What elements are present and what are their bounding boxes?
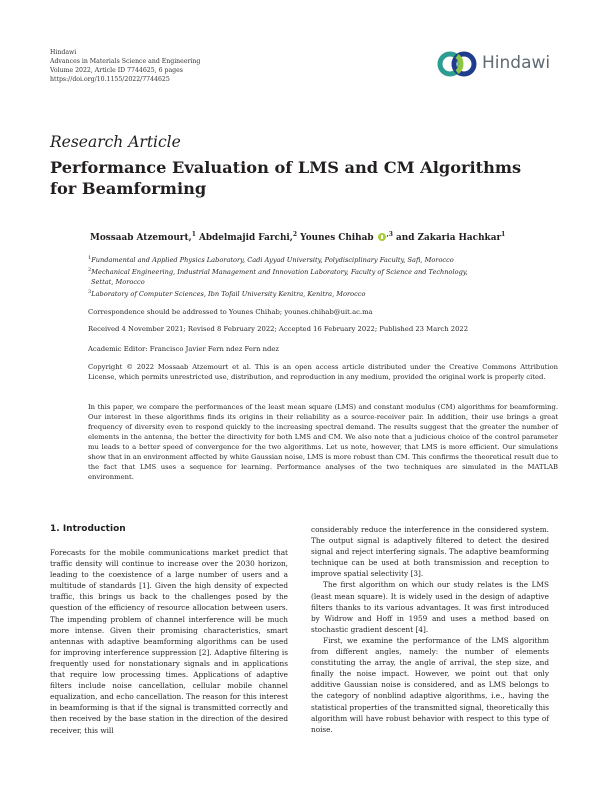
left-column	[50, 547, 288, 736]
author-name: Mossaab Atzemourt,	[90, 232, 192, 243]
volume-info: Volume 2022, Article ID 7744625, 6 pages	[50, 67, 183, 74]
affiliation-3	[88, 287, 558, 299]
affiliations	[88, 253, 558, 300]
affiliation-2-cont: Settat, Morocco	[91, 278, 145, 287]
paragraph: The first algorithm on which our study relates is the LMS (least mean square). It is widely used in the design of adaptive filters thanks to its various advantages. It was first introduced by Widrow and Hoff in 1959 and uses a method based on stochastic gradient descent [4].	[311, 580, 549, 634]
hindawi-logo[interactable]	[436, 46, 556, 82]
author-affil-marker: 1	[501, 231, 506, 238]
journal-name: Advances in Materials Science and Engineering	[50, 58, 201, 65]
article-type: Research Article	[50, 133, 181, 151]
publication-dates: Received 4 November 2021; Revised 8 February 2022; Accepted 16 February 2022; Published 23 March 2022	[88, 325, 469, 333]
paragraph: Forecasts for the mobile communications market predict that traffic density will continue to increase over the 2030 horizon, leading to the coexistence of a large number of users and a multitude of standards [1]. Given the high density of expected traffic, this brings us back to the challenges posed by the question of the efficiency of resource allocation between users. The impending problem of channel interference will be much more intense. Given their promising characteristics, smart antennas with adaptive beamforming algorithms can be used for improving interference suppression [2]. Adaptive filtering is frequently used for nonstationary signals and in applications that require low processing times. Applications of adaptive filters include noise cancellation, cellular mobile channel equalization, and echo cancellation. The reason for this interest in beamforming is that if the signal is transmitted correctly and then received by the base station in the direction of the desired receiver, this will	[50, 548, 288, 735]
paragraph: First, we examine the performance of the LMS algorithm from different angles, namely: the number of elements constituting the array, the angle of arrival, the step size, and finally the noise impact. However, we point out that only additive Gaussian noise is considered, and as LMS belongs to the category of nonblind adaptive algorithms, i.e., having the statistical properties of the transmitted signal, theoretically this algorithm will have robust behavior with respect to this type of noise.	[311, 635, 549, 734]
author-name: Younes Chihab	[300, 232, 374, 243]
author-affil-marker: 1	[191, 231, 196, 238]
affiliation-2	[88, 265, 558, 277]
doi-link[interactable]: https://doi.org/10.1155/2022/7744625	[50, 76, 170, 83]
affil-text: Laboratory of Computer Sciences, Ibn Tofail University Kenitra, Kenitra, Morocco	[91, 290, 366, 299]
author-affil-marker: 2	[292, 231, 298, 238]
academic-editor: Academic Editor: Francisco Javier Fern ndez Fern ndez	[88, 345, 280, 353]
correspondence: Correspondence should be addressed to Younes Chihab; younes.chihab@uit.ac.ma	[88, 308, 373, 316]
affil-text: Fundamental and Applied Physics Laboratory, Cadi Ayyad University, Polydisciplinary Faculty, Safi, Morocco	[91, 256, 454, 265]
affil-marker: 2	[88, 267, 92, 274]
affil-marker: 1	[88, 255, 92, 261]
journal-header	[50, 48, 200, 84]
right-column	[311, 524, 549, 735]
affil-marker: 3	[88, 289, 92, 296]
hindawi-logo-icon	[436, 46, 478, 82]
publisher-name: Hindawi	[50, 49, 77, 56]
affil-text: Mechanical Engineering, Industrial Management and Innovation Laboratory, Faculty of Science and Technology,	[91, 268, 468, 277]
author-name: Abdelmajid Farchi,	[198, 232, 293, 243]
logo-text: Hindawi	[482, 53, 551, 73]
author-affil-marker: ,3	[386, 231, 393, 238]
section-heading-introduction: 1. Introduction	[50, 524, 126, 534]
affiliation-1	[88, 253, 558, 265]
paragraph: considerably reduce the interference in the considered system. The output signal is adaptively filtered to detect the desired signal and reject interfering signals. The adaptive beamforming technique can be used at both transmission and reception to improve spatial selectivity [3].	[311, 525, 549, 579]
orcid-icon[interactable]	[378, 233, 386, 241]
author-list	[90, 229, 570, 244]
copyright-notice: Copyright © 2022 Mossaab Atzemourt et al. This is an open access article distributed under the Creative Commons Attribution License, which permits unrestricted use, distribution, and reproduction in any medium, provided the original work is properly cited.	[88, 363, 558, 381]
author-name: and Zakaria Hachkar	[396, 232, 502, 243]
paper-title: Performance Evaluation of LMS and CM Algorithms for Beamforming	[50, 158, 522, 198]
abstract: In this paper, we compare the performances of the least mean square (LMS) and constant modulus (CM) algorithms for beamforming. Our interest in these algorithms finds its origins in their reliability as a source-receiver pair. In addition, their use brings a great frequency of diversity even to respond quickly to the increasing spectral demand. The results suggest that the greater the number of elements in the antenna, the better the directivity for both LMS and CM. We also note that a judicious choice of the control parameter mu leads to a better speed of convergence for the two algorithms. Let us note, however, that LMS is more efficient. Our simulations show that in an environment affected by white Gaussian noise, LMS is more robust than CM. This confirms the theoretical result due to the fact that LMS uses a sequence for learning. Performance analyses of the two techniques are simulated in the MATLAB environment.	[88, 403, 558, 481]
